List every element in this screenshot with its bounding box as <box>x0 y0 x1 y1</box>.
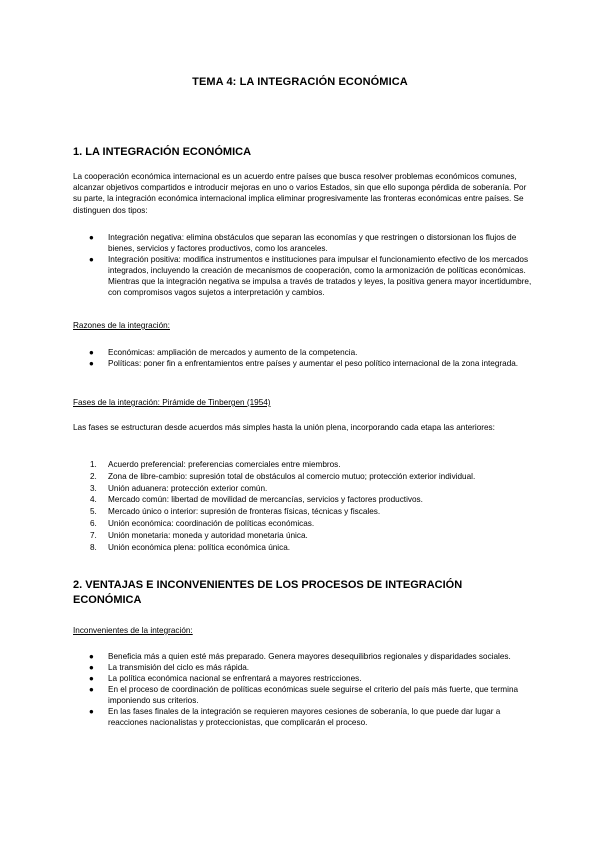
list-item: 2. Zona de libre-cambio: supresión total de obstáculos al comercio mutuo; protección exterior individual. <box>90 471 476 481</box>
bullet-marker: ● <box>89 685 94 694</box>
reasons-list <box>73 347 533 369</box>
number-marker: 5. <box>90 507 97 517</box>
list-item: 8. Unión económica plena: política económica única. <box>90 542 291 552</box>
reasons-heading: Razones de la integración: <box>73 321 170 330</box>
number-marker: 6. <box>90 518 97 528</box>
list-item: ● En las fases finales de la integración se requieren mayores cesiones de soberanía, lo que puede dar lugar a reacciones nacionalistas y proteccionistas, que complicarán el proceso. <box>89 707 501 727</box>
phases-intro: Las fases se estructuran desde acuerdos más simples hasta la unión plena, incorporando cada etapa las anteriores: <box>73 423 495 432</box>
list-item: ● Políticas: poner fin a enfrentamientos entre países y aumentar el peso político internacional de la zona integrada. <box>89 359 519 368</box>
number-marker: 8. <box>90 542 97 552</box>
list-item: ● Económicas: ampliación de mercados y aumento de la competencia. <box>89 348 358 357</box>
list-item: 4. Mercado común: libertad de movilidad de mercancías, servicios y factores productivos. <box>90 495 423 505</box>
integration-types-list <box>73 232 533 298</box>
bullet-marker: ● <box>89 707 94 716</box>
list-item: 6. Unión económica: coordinación de políticas económicas. <box>90 518 315 528</box>
section-2-heading: 2. VENTAJAS E INCONVENIENTES DE LOS PROCESOS DE INTEGRACIÓN ECONÓMICA <box>73 579 463 606</box>
cons-heading: Inconvenientes de la integración: <box>73 626 193 635</box>
bullet-marker: ● <box>89 674 94 683</box>
number-marker: 2. <box>90 471 97 481</box>
cons-list <box>73 651 533 728</box>
bullet-marker: ● <box>89 663 94 672</box>
list-item: ● La transmisión del ciclo es más rápida. <box>89 663 250 672</box>
number-marker: 4. <box>90 495 97 505</box>
number-marker: 3. <box>90 483 97 493</box>
list-item: ● En el proceso de coordinación de políticas económicas suele seguirse el criterio del país más fuerte, que termina imponiendo sus criterios. <box>89 685 519 705</box>
list-item: ● Beneficia más a quien esté más preparado. Genera mayores desequilibrios regionales y disparidades sociales. <box>89 652 511 661</box>
section-1-intro: La cooperación económica internacional es un acuerdo entre países que busca resolver problemas económicos comunes, alcanzar objetivos compartidos e introducir mejoras en uno o varios Estados, sin que ello suponga pérdida de soberanía. Por su parte, la integración económica internacional implica eliminar progresivamente las fronteras económicas entre países. Se distinguen dos tipos: <box>73 172 527 215</box>
list-item: ● Integración positiva: modifica instrumentos e instituciones para impulsar el funcionamiento efectivo de los mercados integrados, incluyendo la creación de mecanismos de cooperación, como la armonización de políticas económicas. Mientras que la integración negativa se impulsa a través de tratados y leyes, la positiva genera mayor incertidumbre, con compromisos vagos sujetos a interpretación y cambios. <box>89 255 532 297</box>
list-item: 1. Acuerdo preferencial: preferencias comerciales entre miembros. <box>90 460 341 469</box>
bullet-marker: ● <box>89 359 94 368</box>
list-item: ● Integración negativa: elimina obstáculos que separan las economías y que restringen o distorsionan los flujos de bienes, servicios y factores productivos, como los aranceles. <box>89 233 517 253</box>
list-item: 7. Unión monetaria: moneda y autoridad monetaria única. <box>90 530 308 540</box>
list-item: 3. Unión aduanera: protección exterior común. <box>90 483 268 493</box>
phases-heading: Fases de la integración: Pirámide de Tinbergen (1954) <box>73 398 271 407</box>
number-marker: 1. <box>90 460 97 469</box>
bullet-marker: ● <box>89 255 94 264</box>
number-marker: 7. <box>90 530 97 540</box>
phases-list <box>73 459 533 553</box>
bullet-marker: ● <box>89 233 94 242</box>
document-title: TEMA 4: LA INTEGRACIÓN ECONÓMICA <box>192 76 408 88</box>
bullet-marker: ● <box>89 348 94 357</box>
section-1-heading: 1. LA INTEGRACIÓN ECONÓMICA <box>73 146 252 158</box>
list-item: ● La política económica nacional se enfrentará a mayores restricciones. <box>89 674 362 683</box>
bullet-marker: ● <box>89 652 94 661</box>
list-item: 5. Mercado único o interior: supresión de fronteras físicas, técnicas y fiscales. <box>90 507 381 517</box>
